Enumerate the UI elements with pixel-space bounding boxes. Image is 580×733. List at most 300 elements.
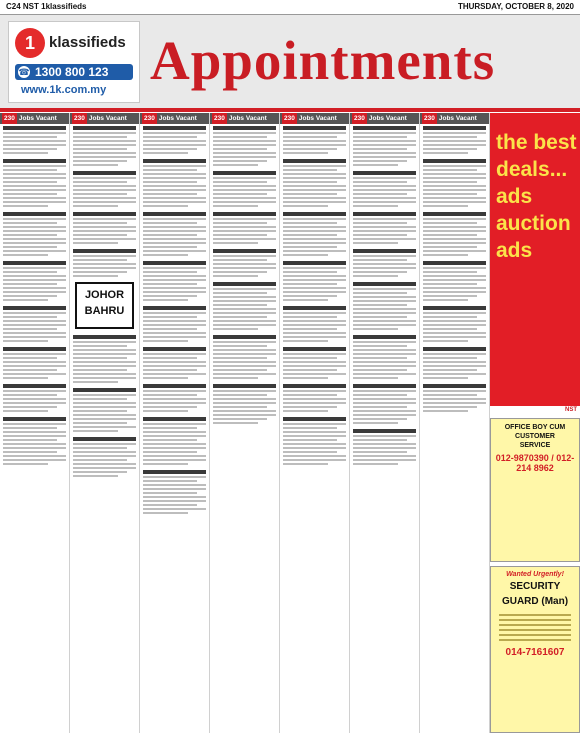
ad-security-body [499,614,571,641]
ad-text-line [73,357,127,359]
ad-heading-placeholder [143,159,206,163]
ad-text-line [283,336,346,338]
ad-text-line [73,414,136,416]
ad-heading-placeholder [283,384,346,388]
ad-text-line [3,271,57,273]
ad-text-line [283,427,337,429]
ad-text-line [423,275,486,277]
ad-security-tag: Wanted Urgently! [506,571,564,578]
ad-text-line [423,177,486,179]
ad-text-line [213,414,276,416]
ad-text-line [143,353,206,355]
page-header [0,15,580,112]
ad-text-line [283,406,337,408]
ad-text-line [283,299,328,301]
ad-heading-placeholder [3,261,66,265]
ad-text-line [3,336,66,338]
ad-text-line [353,238,416,240]
ad-text-line [423,271,477,273]
section-name: Jobs Vacant [368,115,407,122]
ad-text-line [73,422,127,424]
ad-text-line [353,414,416,416]
ad-text-line [143,340,188,342]
ad-text-line [423,234,477,236]
ad-text-line [3,148,57,150]
ad-text-line [213,398,276,400]
classified-ad [73,388,136,432]
column-body [210,124,279,431]
ad-text-line [143,238,206,240]
ad-text-line [283,459,346,461]
ad-text-line [213,316,267,318]
classified-ad [353,384,416,424]
ad-text-line [213,365,276,367]
ad-text-line [213,328,258,330]
ad-text-line [3,181,57,183]
ad-text-line [73,234,127,236]
ad-text-line [423,181,477,183]
ad-text-line [213,345,267,347]
ad-text-line [353,443,416,445]
ad-text-line [423,287,486,289]
ad-text-line [73,132,136,134]
ad-text-line [73,205,118,207]
ad-heading-placeholder [143,470,206,474]
ad-heading-placeholder [3,159,66,163]
ad-text-line [3,189,66,191]
ad-text-line [3,463,48,465]
ad-text-line [143,451,197,453]
ad-text-line [213,156,276,158]
ad-text-line [143,320,206,322]
ad-security-line1: SECURITY [509,581,561,592]
ad-text-line [213,152,276,154]
section-name: Jobs Vacant [228,115,267,122]
column-body [280,124,349,472]
ad-text-line [143,369,197,371]
ad-text-line [3,230,66,232]
ad-text-line [73,463,136,465]
ad-text-line [3,340,48,342]
ad-text-line [283,320,346,322]
ad-text-line [283,222,337,224]
ad-text-line [143,427,197,429]
ad-text-line [353,357,407,359]
ad-text-line [353,156,416,158]
side-ad-line: ads [496,239,533,262]
ad-text-line [283,148,337,150]
ad-text-line [283,328,337,330]
ad-text-line [3,242,66,244]
ad-text-line [3,197,66,199]
ad-text-line [423,365,486,367]
ad-text-line [143,328,197,330]
ad-text-line [283,455,346,457]
ad-text-line [143,377,188,379]
classified-ad [73,437,136,477]
ad-text-line [283,271,337,273]
ad-text-line [283,365,346,367]
classified-ad [3,126,66,154]
ad-text-line [283,242,346,244]
ad-text-line [3,316,57,318]
ad-text-line [3,250,66,252]
ad-text-line [423,398,486,400]
classified-ad [3,347,66,379]
ad-text-line [213,238,276,240]
classified-ad [3,261,66,301]
ad-text-line [423,173,486,175]
ad-heading-placeholder [423,261,486,265]
ad-text-line [3,402,66,404]
ad-heading-placeholder [3,306,66,310]
ad-text-line [353,463,398,465]
ad-text-line [143,267,206,269]
ad-text-line [143,242,206,244]
ad-text-line [283,234,337,236]
section-number: 230 [284,115,295,122]
inline-ad-johor [75,282,134,329]
classified-ad [73,335,136,383]
ad-text-line [213,390,276,392]
ad-text-line [213,361,276,363]
ad-text-line [73,394,136,396]
ad-heading-placeholder [423,126,486,130]
ad-text-line [73,398,127,400]
classified-ad [143,159,206,207]
ad-text-line [283,431,346,433]
ad-text-line [283,279,346,281]
ad-text-line [423,140,486,142]
column-body [70,124,139,484]
ad-column [70,113,140,733]
classified-ad [353,171,416,207]
ad-text-line [143,197,206,199]
classified-ad [283,417,346,465]
ad-text-line [423,238,486,240]
ad-text-line [423,242,486,244]
ad-text-line [143,443,206,445]
ad-text-line [73,255,136,257]
ad-text-line [423,222,477,224]
ad-text-line [423,361,486,363]
ad-text-line [423,279,486,281]
ad-text-line [143,402,206,404]
ad-text-line [3,254,48,256]
side-ad-text [496,129,578,264]
ad-text-line [143,406,197,408]
ad-text-line [213,292,267,294]
ad-column [280,113,350,733]
ad-heading-placeholder [73,212,136,216]
ad-text-line [283,439,337,441]
ad-text-line [73,156,136,158]
ad-text-line [353,402,416,404]
ad-text-line [213,189,276,191]
ad-column [350,113,420,733]
ad-text-line [423,406,477,408]
ad-text-line [283,443,346,445]
ad-text-line [283,267,346,269]
ad-heading-placeholder [423,306,486,310]
ad-text-line [3,459,66,461]
ad-text-line [143,140,206,142]
ad-text-line [283,287,346,289]
ad-heading-placeholder [283,159,346,163]
ad-text-line [283,390,346,392]
ad-text-line [143,435,206,437]
ad-text-line [73,267,136,269]
inline-ad-line: BAHRU [84,305,125,317]
ad-text-line [213,263,276,265]
classified-ad [143,261,206,301]
ad-text-line [213,271,267,273]
ad-text-line [423,394,477,396]
section-number: 230 [4,115,15,122]
ad-text-line [3,332,66,334]
ad-text-line [3,136,57,138]
classified-ad [283,306,346,342]
ad-heading-placeholder [73,249,136,253]
ad-text-line [73,475,118,477]
ad-text-line [213,308,276,310]
ad-text-line [73,377,136,379]
ad-text-line [143,230,206,232]
ad-text-line [213,136,267,138]
ad-text-line [353,218,416,220]
classified-ad [73,249,136,277]
ad-text-line [3,455,66,457]
ad-text-line [283,144,346,146]
ad-text-line [423,312,486,314]
ad-text-line [423,353,486,355]
classified-ad [423,159,486,207]
ad-text-line [353,201,416,203]
ad-text-line [283,136,337,138]
ad-text-line [213,205,258,207]
ad-text-line [143,181,197,183]
classified-ad [353,429,416,465]
ad-text-line [213,234,267,236]
ad-heading-placeholder [353,212,416,216]
ad-heading-placeholder [423,212,486,216]
ad-text-line [423,250,486,252]
ad-text-line [423,144,486,146]
ad-text-line [423,357,477,359]
ad-text-line [73,467,136,469]
ad-text-line [423,246,477,248]
ad-text-line [3,324,66,326]
ad-text-line [143,148,197,150]
ad-text-line [353,181,407,183]
ad-text-line [423,218,486,220]
classified-ad [143,347,206,379]
ad-heading-placeholder [3,384,66,388]
ad-text-line [73,164,118,166]
ad-text-line [3,439,57,441]
ad-text-line [283,394,337,396]
ad-text-line [213,349,276,351]
ad-text-line [143,447,206,449]
ad-text-line [283,169,337,171]
ad-heading-placeholder [283,306,346,310]
ad-text-line [143,193,197,195]
ad-heading-placeholder [423,347,486,351]
ad-text-line [143,177,206,179]
ad-heading-placeholder [3,417,66,421]
ad-heading-placeholder [353,384,416,388]
ad-text-line [423,132,486,134]
ad-text-line [283,283,337,285]
ad-office-line3: SERVICE [519,442,551,449]
ad-heading-placeholder [283,126,346,130]
section-number: 230 [144,115,155,122]
ad-text-line [3,267,66,269]
ad-text-line [3,226,66,228]
ad-text-line [3,312,66,314]
ad-text-line [143,488,206,490]
ad-text-line [73,189,136,191]
classified-ad [213,126,276,166]
ad-text-line [3,320,66,322]
ad-text-line [423,148,477,150]
ad-text-line [283,238,346,240]
side-ad-auction [490,113,580,415]
ad-text-line [3,283,57,285]
column-header [280,113,349,124]
ad-text-line [213,197,276,199]
phone-icon: ☎ [18,67,30,77]
side-ad-line: the best [496,131,577,154]
ad-text-line [423,205,468,207]
ad-text-line [3,275,66,277]
ad-text-line [213,288,276,290]
ad-text-line [423,152,468,154]
classified-ad [283,384,346,412]
ad-text-line [143,361,206,363]
section-number: 230 [214,115,225,122]
ad-text-line [283,275,346,277]
ad-text-line [353,369,407,371]
ad-text-line [143,496,206,498]
ad-text-line [3,193,57,195]
ad-text-line [143,312,206,314]
ad-text-line [423,316,477,318]
ad-text-line [3,201,66,203]
ad-text-line [143,365,206,367]
ad-heading-placeholder [283,261,346,265]
ad-text-line [143,455,206,457]
ad-text-line [353,288,416,290]
ad-heading-placeholder [353,335,416,339]
classified-ad [143,212,206,256]
ad-text-line [143,459,206,461]
column-header [210,113,279,124]
logo-phone-badge [15,64,133,80]
ad-heading-placeholder [73,171,136,175]
ad-heading-placeholder [73,388,136,392]
ad-text-line [73,373,136,375]
ad-text-line [73,459,127,461]
ad-text-line [213,418,267,420]
ad-text-line [73,349,136,351]
ad-text-line [143,484,206,486]
classified-ad [423,212,486,256]
ad-text-line [73,426,136,428]
classified-ad [283,261,346,301]
ad-text-line [353,300,416,302]
ad-text-line [143,423,206,425]
ad-heading-placeholder [213,282,276,286]
ad-text-line [213,148,267,150]
ad-text-line [143,152,188,154]
ad-text-line [3,353,66,355]
ad-text-line [353,304,407,306]
ad-text-line [73,201,136,203]
ad-text-line [3,177,66,179]
ad-text-line [73,455,136,457]
classified-ad [353,249,416,277]
ad-text-line [353,341,416,343]
klassifieds-logo [8,21,140,103]
classified-ad [73,212,136,244]
ad-text-line [283,402,346,404]
ad-heading-placeholder [73,335,136,339]
ad-text-line [283,398,346,400]
ad-text-line [353,398,416,400]
classified-ad [283,212,346,256]
ad-text-line [73,197,136,199]
ad-text-line [73,402,136,404]
ad-text-line [73,369,127,371]
ad-text-line [283,295,337,297]
section-name: Jobs Vacant [88,115,127,122]
ad-text-line [3,246,57,248]
ad-text-line [353,447,416,449]
classified-ad [3,306,66,342]
ad-text-line [423,373,486,375]
ad-text-line [283,230,346,232]
logo-word: klassifieds [49,34,126,51]
ad-text-line [423,185,486,187]
ad-text-line [3,295,57,297]
ad-text-line [143,357,197,359]
ad-text-line [353,271,407,273]
ad-text-line [73,242,118,244]
ad-text-line [143,189,206,191]
ad-heading-placeholder [213,384,276,388]
ad-heading-placeholder [73,126,136,130]
ad-text-line [3,361,66,363]
ad-text-line [283,324,346,326]
ad-text-line [73,418,136,420]
ad-text-line [73,160,127,162]
ad-text-line [3,238,66,240]
ad-text-line [143,275,206,277]
ad-text-line [353,324,416,326]
ad-text-line [143,463,188,465]
classified-ad [143,306,206,342]
ad-text-line [353,365,416,367]
ad-text-line [213,255,276,257]
page-title: Appointments [150,30,496,91]
ad-text-line [73,361,136,363]
ad-text-line [283,435,346,437]
ad-security-guard [490,566,580,733]
ad-text-line [283,312,346,314]
classified-ad [213,212,276,244]
ad-text-line [423,291,486,293]
